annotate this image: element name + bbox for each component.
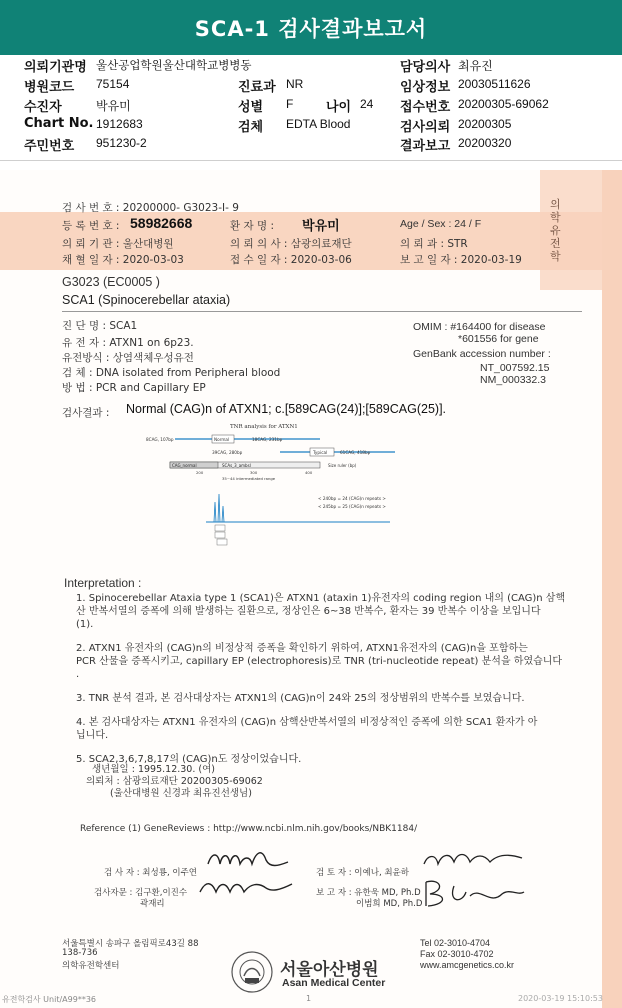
test-number: 검 사 번 호 : 20200000- G3023-I- 9 <box>62 202 239 214</box>
doctor-label: 담당의사 <box>400 60 451 75</box>
rrn-label: 주민번호 <box>24 139 75 154</box>
footer-left: 유전학검사 Unit/A99**36 <box>2 995 96 1004</box>
report-title-bar <box>0 0 622 55</box>
interp-line: 3. TNR 분석 결과, 본 검사대상자는 ATXN1의 (CAG)n이 24와 25의 정상범위의 반복수를 보였습니다. <box>76 693 525 704</box>
fax: Fax 02-3010-4702 <box>420 949 494 959</box>
doctor-value: 최유진 <box>458 59 493 73</box>
chart-value: 1912683 <box>96 117 143 131</box>
fig-peak-box-3 <box>217 539 227 545</box>
interp-line: . <box>76 669 80 680</box>
header-divider <box>0 160 622 161</box>
fig-label-12: < 245bp = 25 (CAG)n repeats > <box>318 504 386 509</box>
fig-label-5: Typical <box>313 450 328 455</box>
tester-signature <box>196 842 296 904</box>
interp-line: 4. 본 검사대상자는 ATXN1 유전자의 (CAG)n 삼핵산반복서열의 비정상적인 증폭에 의한 SCA1 환자가 아 <box>76 717 538 728</box>
reviewer: 검 토 자 : 이예나, 최윤하 <box>316 868 409 878</box>
reqdate-label: 검사의뢰 <box>400 120 451 135</box>
address-line-3: 의학유전학센터 <box>62 961 120 971</box>
dept-label: 진료과 <box>238 80 276 95</box>
fig-label-9: Size ruler (bp) <box>328 463 357 468</box>
genbank-nm: NM_000332.3 <box>480 374 546 386</box>
age-sex: Age / Sex : 24 / F <box>400 218 482 230</box>
right-side-strip <box>602 170 622 1008</box>
rrn-value: 951230-2 <box>96 136 147 150</box>
interp-line: 5. SCA2,3,6,7,8,17의 (CAG)n도 정상이었습니다. <box>76 754 302 765</box>
interp-line: 산 반복서열의 증폭에 의해 발생하는 질환으로, 정상인은 6~38 반복수, 환자는 39 반복수 이상을 보입니다 <box>76 606 541 617</box>
clinical-value: 20030511626 <box>458 77 531 91</box>
test-code: G3023 (EC0005 ) <box>62 275 160 289</box>
fig-label-4: 39CAG, 280bp <box>212 450 243 455</box>
age-value: 24 <box>360 97 374 111</box>
specimen-label: 검체 <box>238 120 264 135</box>
fig-label-6: 61CAG, 418bp <box>340 450 371 455</box>
fig-title: TNR analysis for ATXN1 <box>230 424 298 430</box>
reviewer-signature <box>418 846 528 910</box>
genbank-nt: NT_007592.15 <box>480 362 550 374</box>
interp-line: 1. Spinocerebellar Ataxia type 1 (SCA1)은 ATXN1 (ataxin 1)유전자의 coding region 내의 (CAG)n 삼핵 <box>76 593 566 604</box>
fig-label-8: SCAs_3_ambsl <box>222 463 251 468</box>
sex-value: F <box>286 97 294 111</box>
report-title: SCA-1 검사결과보고서 <box>194 16 428 41</box>
omim-gene: *601556 for gene <box>458 333 539 345</box>
fig-tick-2: 300 <box>250 470 258 475</box>
fig-trace-peaks <box>212 494 224 522</box>
referrer-note: (울산대병원 신경과 최유진선생님) <box>110 788 252 799</box>
specimen: 검 체 : DNA isolated from Peripheral blood <box>62 367 281 379</box>
birth-date: 생년월일 : 1995.12.30. (여) <box>92 764 215 775</box>
patient-label: 수진자 <box>24 100 62 115</box>
receipt-date: 접 수 일 자 : 2020-03-06 <box>230 254 352 266</box>
report-patient-label: 환 자 명 : <box>230 220 274 232</box>
specimen-value: EDTA Blood <box>286 117 351 131</box>
hospcode-value: 75154 <box>96 77 130 91</box>
accession-value: 20200305-69062 <box>458 97 549 111</box>
sex-label: 성별 <box>238 100 264 115</box>
inst-label: 의뢰기관명 <box>24 60 87 75</box>
reg-number-label: 등 록 번 호 : <box>62 220 120 232</box>
advisor-2: 곽재리 <box>140 899 165 909</box>
asan-foundation-logo <box>230 950 274 994</box>
hospital-name-en: Asan Medical Center <box>282 977 386 989</box>
tester: 검 사 자 : 최성룡, 이주연 <box>104 868 197 878</box>
reporter: 보 고 자 : 유한욱 MD, Ph.D <box>316 888 421 898</box>
fig-label-10: 35~44 intermediated range <box>222 476 276 481</box>
fig-label-11: < 240bp = 24 (CAG)n repeats > <box>318 496 386 501</box>
address-line-1: 서울특별시 송파구 올림픽로43길 88 <box>62 939 199 949</box>
age-label: 나이 <box>326 100 352 115</box>
inst-value: 울산공업학원울산대학교병병동 <box>96 58 252 72</box>
interpretation-title: Interpretation : <box>64 576 142 590</box>
fig-label-7: CAG_normal <box>172 463 197 468</box>
gene: 유 전 자 : ATXN1 on 6p23. <box>62 337 194 349</box>
address-line-2: 138-736 <box>62 948 98 958</box>
hospital-name-kr: 서울아산병원 <box>280 960 379 980</box>
fig-peak-box-1 <box>215 525 225 531</box>
report-date: 보 고 일 자 : 2020-03-19 <box>400 254 522 266</box>
reg-number-value: 58982668 <box>130 215 193 231</box>
method: 방 법 : PCR and Capillary EP <box>62 382 206 394</box>
diagnosis: 진 단 명 : SCA1 <box>62 320 138 332</box>
test-name: SCA1 (Spinocerebellar ataxia) <box>62 293 231 307</box>
header-info <box>0 56 622 156</box>
chart-label: Chart No. <box>24 116 94 131</box>
footer-right: 2020-03-19 15:10:53 <box>518 994 603 1003</box>
hospcode-label: 병원코드 <box>24 80 75 95</box>
inheritance: 유전방식 : 상염색체우성유전 <box>62 352 194 364</box>
reference: Reference (1) GeneReviews : http://www.ncbi.nlm.nih.gov/books/NBK1184/ <box>80 824 418 834</box>
fig-label-1: 8CAG, 107bp <box>146 437 174 442</box>
collect-date: 채 혈 일 자 : 2020-03-03 <box>62 254 184 266</box>
test-name-rule <box>62 311 582 312</box>
interpretation-body <box>76 592 586 766</box>
interp-line: 2. ATXN1 유전자의 (CAG)n의 비정상적 증폭을 확인하기 위하여, ATXN1유전자의 (CAG)n을 포함하는 <box>76 643 528 654</box>
fig-tick-1: 200 <box>196 470 204 475</box>
advisor: 검사자문 : 김구환,이진수 <box>94 888 188 898</box>
patient-value: 박유미 <box>96 99 131 113</box>
tnr-analysis-figure <box>140 422 420 552</box>
referrer: 의뢰처 : 삼광의료재단 20200305-69062 <box>86 776 263 787</box>
reqdate-value: 20200305 <box>458 117 512 131</box>
report-dept: 의 뢰 과 : STR <box>400 238 468 250</box>
website: www.amcgenetics.co.kr <box>420 960 515 970</box>
reportdate-value: 20200320 <box>458 136 512 150</box>
fig-label-3: 18CAG, 231bp <box>252 437 283 442</box>
report-patient-value: 박유미 <box>302 219 340 234</box>
result-label: 검사결과 : <box>62 407 110 419</box>
reporter-2: 이범희 MD, Ph.D <box>356 899 423 909</box>
side-vertical-label: 의학유전학 <box>550 198 561 263</box>
report-doctor: 의 뢰 의 사 : 삼광의료재단 <box>230 238 352 250</box>
reportdate-label: 결과보고 <box>400 139 451 154</box>
dept-value: NR <box>286 77 304 91</box>
accession-label: 접수번호 <box>400 100 451 115</box>
fig-peak-box-2 <box>215 532 225 538</box>
result-value: Normal (CAG)n of ATXN1; c.[589CAG(24)];[589CAG(25)]. <box>126 402 447 416</box>
genbank-label: GenBank accession number : <box>413 348 551 360</box>
report-inst: 의 뢰 기 관 : 울산대병원 <box>62 238 174 250</box>
clinical-label: 임상정보 <box>400 80 451 95</box>
tel: Tel 02-3010-4704 <box>420 938 491 948</box>
interp-line: (1). <box>76 619 94 630</box>
interp-line: PCR 산물을 증폭시키고, capillary EP (electrophoresis)로 TNR (tri-nucleotide repeat) 분석을 하였습니다 <box>76 656 563 667</box>
fig-tick-3: 400 <box>305 470 313 475</box>
fig-label-2: Normal <box>214 437 230 442</box>
interp-line: 닙니다. <box>76 730 109 741</box>
omim-disease: OMIM : #164400 for disease <box>413 321 546 333</box>
footer-page: 1 <box>306 994 312 1003</box>
